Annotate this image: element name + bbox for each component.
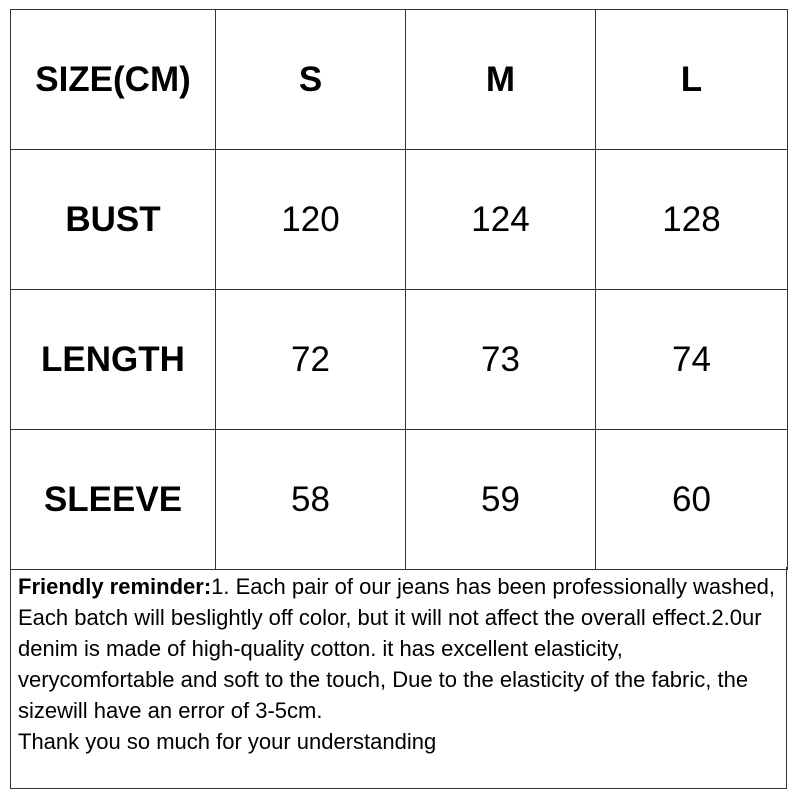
note-closing: Thank you so much for your understanding (18, 729, 437, 754)
sleeve-m-value: 59 (406, 430, 596, 570)
length-s-value: 72 (216, 290, 406, 430)
table-header-row (11, 10, 788, 150)
table-row-bust (11, 150, 788, 290)
row-label-sleeve: SLEEVE (11, 430, 216, 570)
friendly-reminder-note (10, 567, 787, 789)
table-row-sleeve (11, 430, 788, 570)
sleeve-s-value: 58 (216, 430, 406, 570)
sleeve-l-value: 60 (596, 430, 788, 570)
note-paragraph (18, 571, 778, 726)
header-size-l: L (596, 10, 788, 150)
bust-l-value: 128 (596, 150, 788, 290)
header-size-unit: SIZE(CM) (11, 10, 216, 150)
row-label-length: LENGTH (11, 290, 216, 430)
length-m-value: 73 (406, 290, 596, 430)
size-chart-table (10, 9, 788, 570)
note-body: 1. Each pair of our jeans has been professionally washed, Each batch will beslightly off color, but it will not affect the overall effect.2.0ur denim is made of high-quality cotton. it has excellent elasticity, verycomfortable and soft to the touch, Due to the elasticity of the fabric, the sizewill have an error of 3-5cm. (18, 574, 775, 723)
row-label-bust: BUST (11, 150, 216, 290)
header-size-s: S (216, 10, 406, 150)
note-heading: Friendly reminder: (18, 574, 212, 599)
table-row-length (11, 290, 788, 430)
bust-s-value: 120 (216, 150, 406, 290)
bust-m-value: 124 (406, 150, 596, 290)
header-size-m: M (406, 10, 596, 150)
length-l-value: 74 (596, 290, 788, 430)
